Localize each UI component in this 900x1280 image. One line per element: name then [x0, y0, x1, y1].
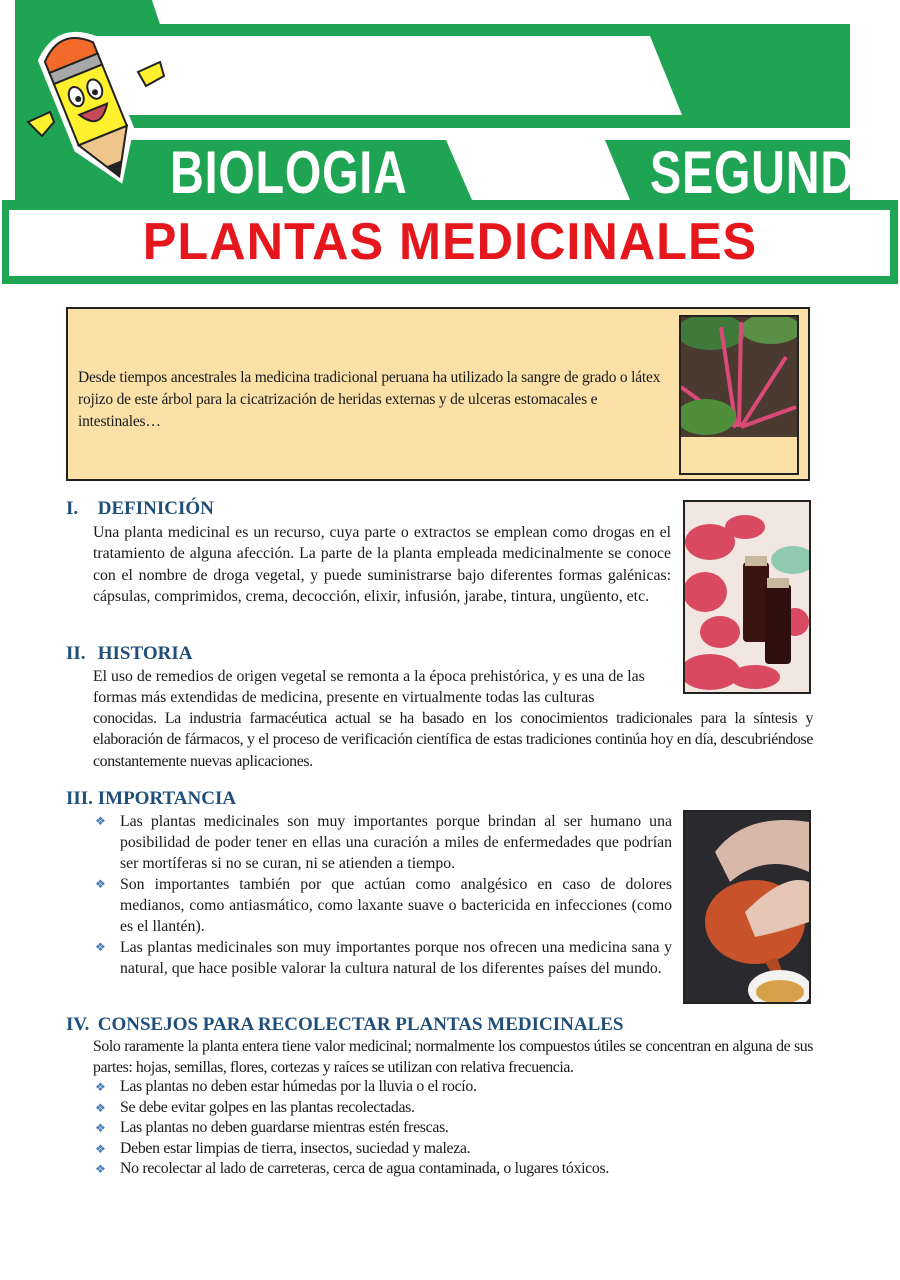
section-title: DEFINICIÓN	[97, 498, 214, 519]
list-item	[92, 811, 672, 874]
section-number: II.	[66, 643, 86, 664]
list-item	[92, 1077, 812, 1098]
section-number: IV.	[66, 1014, 90, 1035]
definicion-paragraph: Una planta medicinal es un recurso, cuya parte o extractos se emplean como drogas en el tratamiento de alguna afección. La parte de la planta empleada medicinalmente se conoce con el nombre de droga vegetal, y puede suministrarse bajo diferentes formas galénicas: cápsulas, comprimidos, crema, decocción, elixir, infusión, jarabe, tintura, ungüento, etc.	[93, 524, 671, 605]
page-title: PLANTAS MEDICINALES	[142, 213, 758, 271]
list-item	[92, 937, 672, 979]
section-heading-importancia	[66, 788, 236, 810]
section-heading-definicion	[66, 498, 214, 520]
section-number: I.	[66, 498, 79, 519]
grade-label: SEGUNDO	[650, 139, 893, 206]
diamond-bullet-icon: ❖	[95, 940, 106, 954]
list-item	[92, 1118, 812, 1139]
importancia-list	[92, 811, 672, 979]
pencil-mascot-icon	[20, 14, 170, 199]
list-item-text: Las plantas no deben estar húmedas por la lluvia o el rocío.	[120, 1078, 477, 1095]
diamond-bullet-icon: ❖	[95, 1141, 106, 1156]
subject-label: BIOLOGIA	[170, 139, 408, 206]
diamond-bullet-icon: ❖	[95, 814, 106, 828]
diamond-bullet-icon: ❖	[95, 1121, 106, 1135]
list-item-text: Las plantas no deben guardarse mientras estén frescas.	[120, 1119, 449, 1136]
red-stem-plant-photo	[679, 315, 799, 475]
consejos-list	[92, 1077, 812, 1180]
diamond-bullet-icon: ❖	[95, 1100, 106, 1115]
list-item-text: Las plantas medicinales son muy importantes porque brindan al ser humano una posibilidad de poder tener en ellas una curación a miles de enfermedades que podrían ser mortíferas si no se curan, ni se atienden a tiempo.	[120, 813, 672, 872]
diamond-bullet-icon: ❖	[95, 1162, 106, 1176]
list-item-text: Las plantas medicinales son muy importantes porque nos ofrecen una medicina sana y natural, que hace posible valorar la cultura natural de los diferentes países del mundo.	[120, 939, 672, 977]
page-header	[0, 0, 900, 290]
section-title: IMPORTANCIA	[97, 788, 237, 809]
historia-paragraph-part2: conocidas. La industria farmacéutica actual se ha basado en los conocimientos tradicionales para la síntesis y elaboración de fármacos, y el proceso de verificación científica de estas tradiciones continúa hoy en día, descubriéndose constantemente nuevas aplicaciones.	[93, 710, 813, 770]
diamond-bullet-icon: ❖	[95, 1080, 106, 1094]
list-item	[92, 1098, 812, 1119]
section-title: HISTORIA	[97, 643, 193, 664]
list-item-text: Deben estar limpias de tierra, insectos, suciedad y maleza.	[120, 1139, 471, 1157]
list-item	[92, 874, 672, 937]
section-title: CONSEJOS PARA RECOLECTAR PLANTAS MEDICINALES	[97, 1014, 624, 1035]
essential-oil-bottles-petals-photo	[683, 500, 811, 694]
list-item-text: Se debe evitar golpes en las plantas recolectadas.	[120, 1098, 415, 1116]
diamond-bullet-icon: ❖	[95, 877, 106, 891]
historia-paragraph-part1: El uso de remedios de origen vegetal se remonta a la época prehistórica, y es una de las formas más extendidas de medicina, presente en virtualmente todas las culturas	[93, 668, 645, 707]
section-number: III.	[66, 788, 93, 809]
section-heading-historia	[66, 643, 192, 665]
list-item-text: No recolectar al lado de carreteras, cerca de agua contaminada, o lugares tóxicos.	[120, 1160, 609, 1177]
list-item	[92, 1139, 812, 1160]
list-item-text: Son importantes también por que actúan como analgésico en caso de dolores medianos, como antiasmático, como laxante suave o bactericida en infecciones (como es el llantén).	[120, 876, 672, 935]
intro-text: Desde tiempos ancestrales la medicina tradicional peruana ha utilizado la sangre de grado o látex rojizo de este árbol para la cicatrización de heridas externas y de ulceras estomacales e intestinales…	[78, 369, 661, 430]
section-heading-consejos	[66, 1014, 624, 1036]
consejos-paragraph: Solo raramente la planta entera tiene valor medicinal; normalmente los compuestos útiles se concentran en alguna de sus partes: hojas, semillas, flores, cortezas y raíces se utilizan con relativa frecuencia.	[93, 1038, 813, 1076]
teapot-pouring-tea-photo	[683, 810, 811, 1004]
list-item	[92, 1159, 812, 1180]
intro-box	[66, 307, 810, 481]
